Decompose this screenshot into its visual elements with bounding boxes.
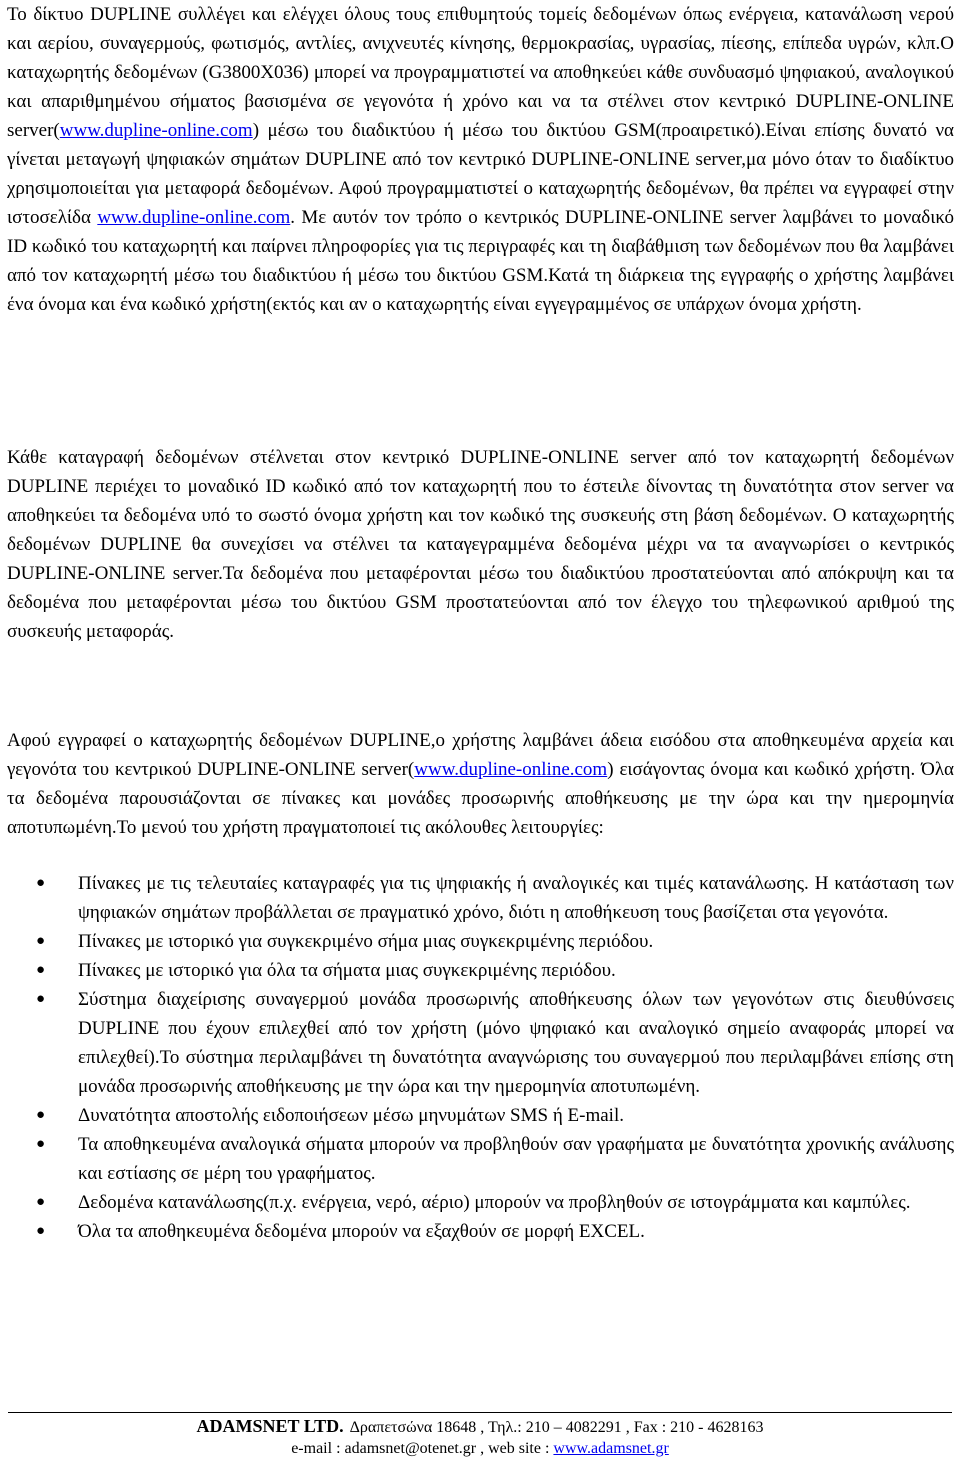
company-name: ADAMSNET LTD.	[196, 1416, 344, 1436]
footer-divider	[8, 1412, 952, 1413]
footer-contact-line	[0, 1439, 960, 1459]
paragraph-intro-text-2: ) μέσω του διαδικτύου ή μέσω του δικτύου GSM(προαιρετικό).Είναι επίσης δυνατό να γίνεται μεταγωγή ψηφιακών σημάτων DUPLINE από τον κεντρικό DUPLINE-ONLINE server,μα μόνο όταν το διαδίκτυο χρησιμοποιείται για μεταφορά δεδομένων. Αφού προγραμματιστεί ο καταχωρητής δεδομένων, θα πρέπει να εγγραφεί στην ιστοσελίδα	[7, 120, 954, 228]
footer-company-line	[0, 1416, 960, 1438]
list-item-text: Πίνακες με ιστορικό για συγκεκριμένο σήμα μιας συγκεκριμένης περιόδου.	[78, 931, 654, 952]
list-item-text: Σύστημα διαχείρισης συναγερμού μονάδα προσωρινής αποθήκευσης όλων των γεγονότων στις διευθύνσεις DUPLINE που έχουν επιλεχθεί από τον χρήστη (μόνο ψηφιακό και αναλογικό σημείο αναφοράς μπορεί να επιλεχθεί).Το σύστημα περιλαμβάνει τη δυνατότητα αναγνώρισης του συναγερμού που περιλαμβάνει επίσης στη μονάδα προσωρινής αποθήκευσης με την ώρα και την ημερομηνία αποτυπωμένη.	[78, 989, 954, 1097]
paragraph-intro	[7, 0, 954, 319]
paragraph-intro-text-3: . Με αυτόν τον τρόπο ο κεντρικός DUPLINE-ONLINE server λαμβάνει το μοναδικό ID κωδικό του καταχωρητή και παίρνει πληροφορίες για τις περιγραφές και τη διαβάθμιση των δεδομένων που θα λαμβάνει από τον καταχωρητή μέσω του διαδικτύου ή μέσω του δικτύου GSM.Κατά τη διάρκεια της εγγραφής ο χρήστης λαμβάνει ένα όνομα και ένα κωδικό χρήστη(εκτός και αν ο καταχωρητής είναι εγγεγραμμένος σε υπάρχων όνομα χρήστη.	[7, 207, 954, 315]
bullet-icon: ●	[36, 875, 46, 891]
bullet-icon: ●	[36, 1136, 46, 1152]
feature-list	[7, 869, 954, 1246]
bullet-icon: ●	[36, 991, 46, 1007]
list-item-text: Δυνατότητα αποστολής ειδοποιήσεων μέσω μηνυμάτων SMS ή E-mail.	[78, 1105, 624, 1126]
list-item-text: Δεδομένα κατανάλωσης(π.χ. ενέργεια, νερό, αέριο) μπορούν να προβληθούν σε ιστογράμματα και καμπύλες.	[78, 1192, 911, 1213]
list-item	[7, 1101, 954, 1130]
bullet-icon: ●	[36, 1107, 46, 1123]
paragraph-user-access-text-1: Αφού εγγραφεί ο καταχωρητής δεδομένων DUPLINE,ο χρήστης λαμβάνει άδεια εισόδου στα αποθηκευμένα αρχεία και γεγονότα του κεντρικού DUPLINE-ONLINE server(	[7, 730, 954, 780]
paragraph-user-access	[7, 726, 954, 842]
list-item	[7, 985, 954, 1101]
list-item	[7, 1130, 954, 1188]
dupline-online-link[interactable]: www.dupline-online.com	[59, 120, 253, 141]
list-item	[7, 956, 954, 985]
dupline-online-link[interactable]: www.dupline-online.com	[97, 207, 291, 228]
paragraph-intro-text-1: Το δίκτυο DUPLINE συλλέγει και ελέγχει όλους τους επιθυμητούς τομείς δεδομένων όπως ενέργεια, κατανάλωση νερού και αερίου, συναγερμούς, φωτισμός, αντλίες, ανιχνευτές κίνησης, θερμοκρασίας, υγρασίας, πίεσης, επίπεδα υγρών, κλπ.Ο καταχωρητής δεδομένων (G3800X036) μπορεί να προγραμματιστεί να αποθηκεύει κάθε συνδυασμό ψηφιακού, αναλογικού και απαριθμημένου σήματος βασισμένα σε γεγονότα ή χρόνο και να τα στέλνει στον κεντρικό DUPLINE-ONLINE server(	[7, 4, 954, 141]
contact-email: e-mail : adamsnet@otenet.gr , web site :	[291, 1440, 554, 1457]
list-item	[7, 1217, 954, 1246]
bullet-icon: ●	[36, 962, 46, 978]
list-item	[7, 869, 954, 927]
bullet-icon: ●	[36, 1223, 46, 1239]
paragraph-data-logging: Κάθε καταγραφή δεδομένων στέλνεται στον κεντρικό DUPLINE-ONLINE server από τον καταχωρητή δεδομένων DUPLINE περιέχει το μοναδικό ID κωδικό από τον καταχωρητή που το έστειλε δίνοντας τη δυνατότητα στον server να αποθηκεύει τα δεδομένα υπό το σωστό όνομα χρήστη και τον κωδικό της συσκευής στη βάση δεδομένων. Ο καταχωρητής δεδομένων DUPLINE θα συνεχίσει να στέλνει τα καταγεγραμμένα δεδομένα μέχρι να τα αναγνωρίσει ο κεντρικός DUPLINE-ONLINE server.Τα δεδομένα που μεταφέρονται μέσω του διαδικτύου προστατεύονται από απόκρυψη και τα δεδομένα που μεταφέρονται μέσω του δικτύου GSM προστατεύονται από τον έλεγχο του τηλεφωνικού αριθμού της συσκευής μεταφοράς.	[7, 447, 954, 642]
website-link[interactable]: www.adamsnet.gr	[553, 1440, 669, 1457]
bullet-icon: ●	[36, 1194, 46, 1210]
list-item-text: Πίνακες με τις τελευταίες καταγραφές για τις ψηφιακής ή αναλογικές και τιμές κατανάλωσης. Η κατάσταση των ψηφιακών σημάτων προβάλλεται σε πραγματικό χρόνο, διότι η αποθήκευση τους βασίζεται στα γεγονότα.	[78, 873, 954, 923]
dupline-online-link[interactable]: www.dupline-online.com	[414, 759, 608, 780]
list-item-text: Τα αποθηκευμένα αναλογικά σήματα μπορούν να προβληθούν σαν γραφήματα με δυνατότητα χρονικής ανάλυσης και εστίασης σε μέρη του γραφήματος.	[78, 1134, 954, 1184]
company-address: Δραπετσώνα 18648 , Τηλ.: 210 – 4082291 , Fax : 210 - 4628163	[349, 1419, 764, 1436]
list-item	[7, 1188, 954, 1217]
list-item	[7, 927, 954, 956]
bullet-icon: ●	[36, 933, 46, 949]
list-item-text: Πίνακες με ιστορικό για όλα τα σήματα μιας συγκεκριμένης περιόδου.	[78, 960, 616, 981]
list-item-text: Όλα τα αποθηκευμένα δεδομένα μπορούν να εξαχθούν σε μορφή EXCEL.	[78, 1221, 645, 1242]
paragraph-user-access-text-2: ) εισάγοντας όνομα και κωδικό χρήστη. Όλα τα δεδομένα παρουσιάζονται σε πίνακες και μονάδες προσωρινής αποθήκευσης με την ώρα και την ημερομηνία αποτυπωμένη.Το μενού του χρήστη πραγματοποιεί τις ακόλουθες λειτουργίες:	[7, 759, 954, 838]
